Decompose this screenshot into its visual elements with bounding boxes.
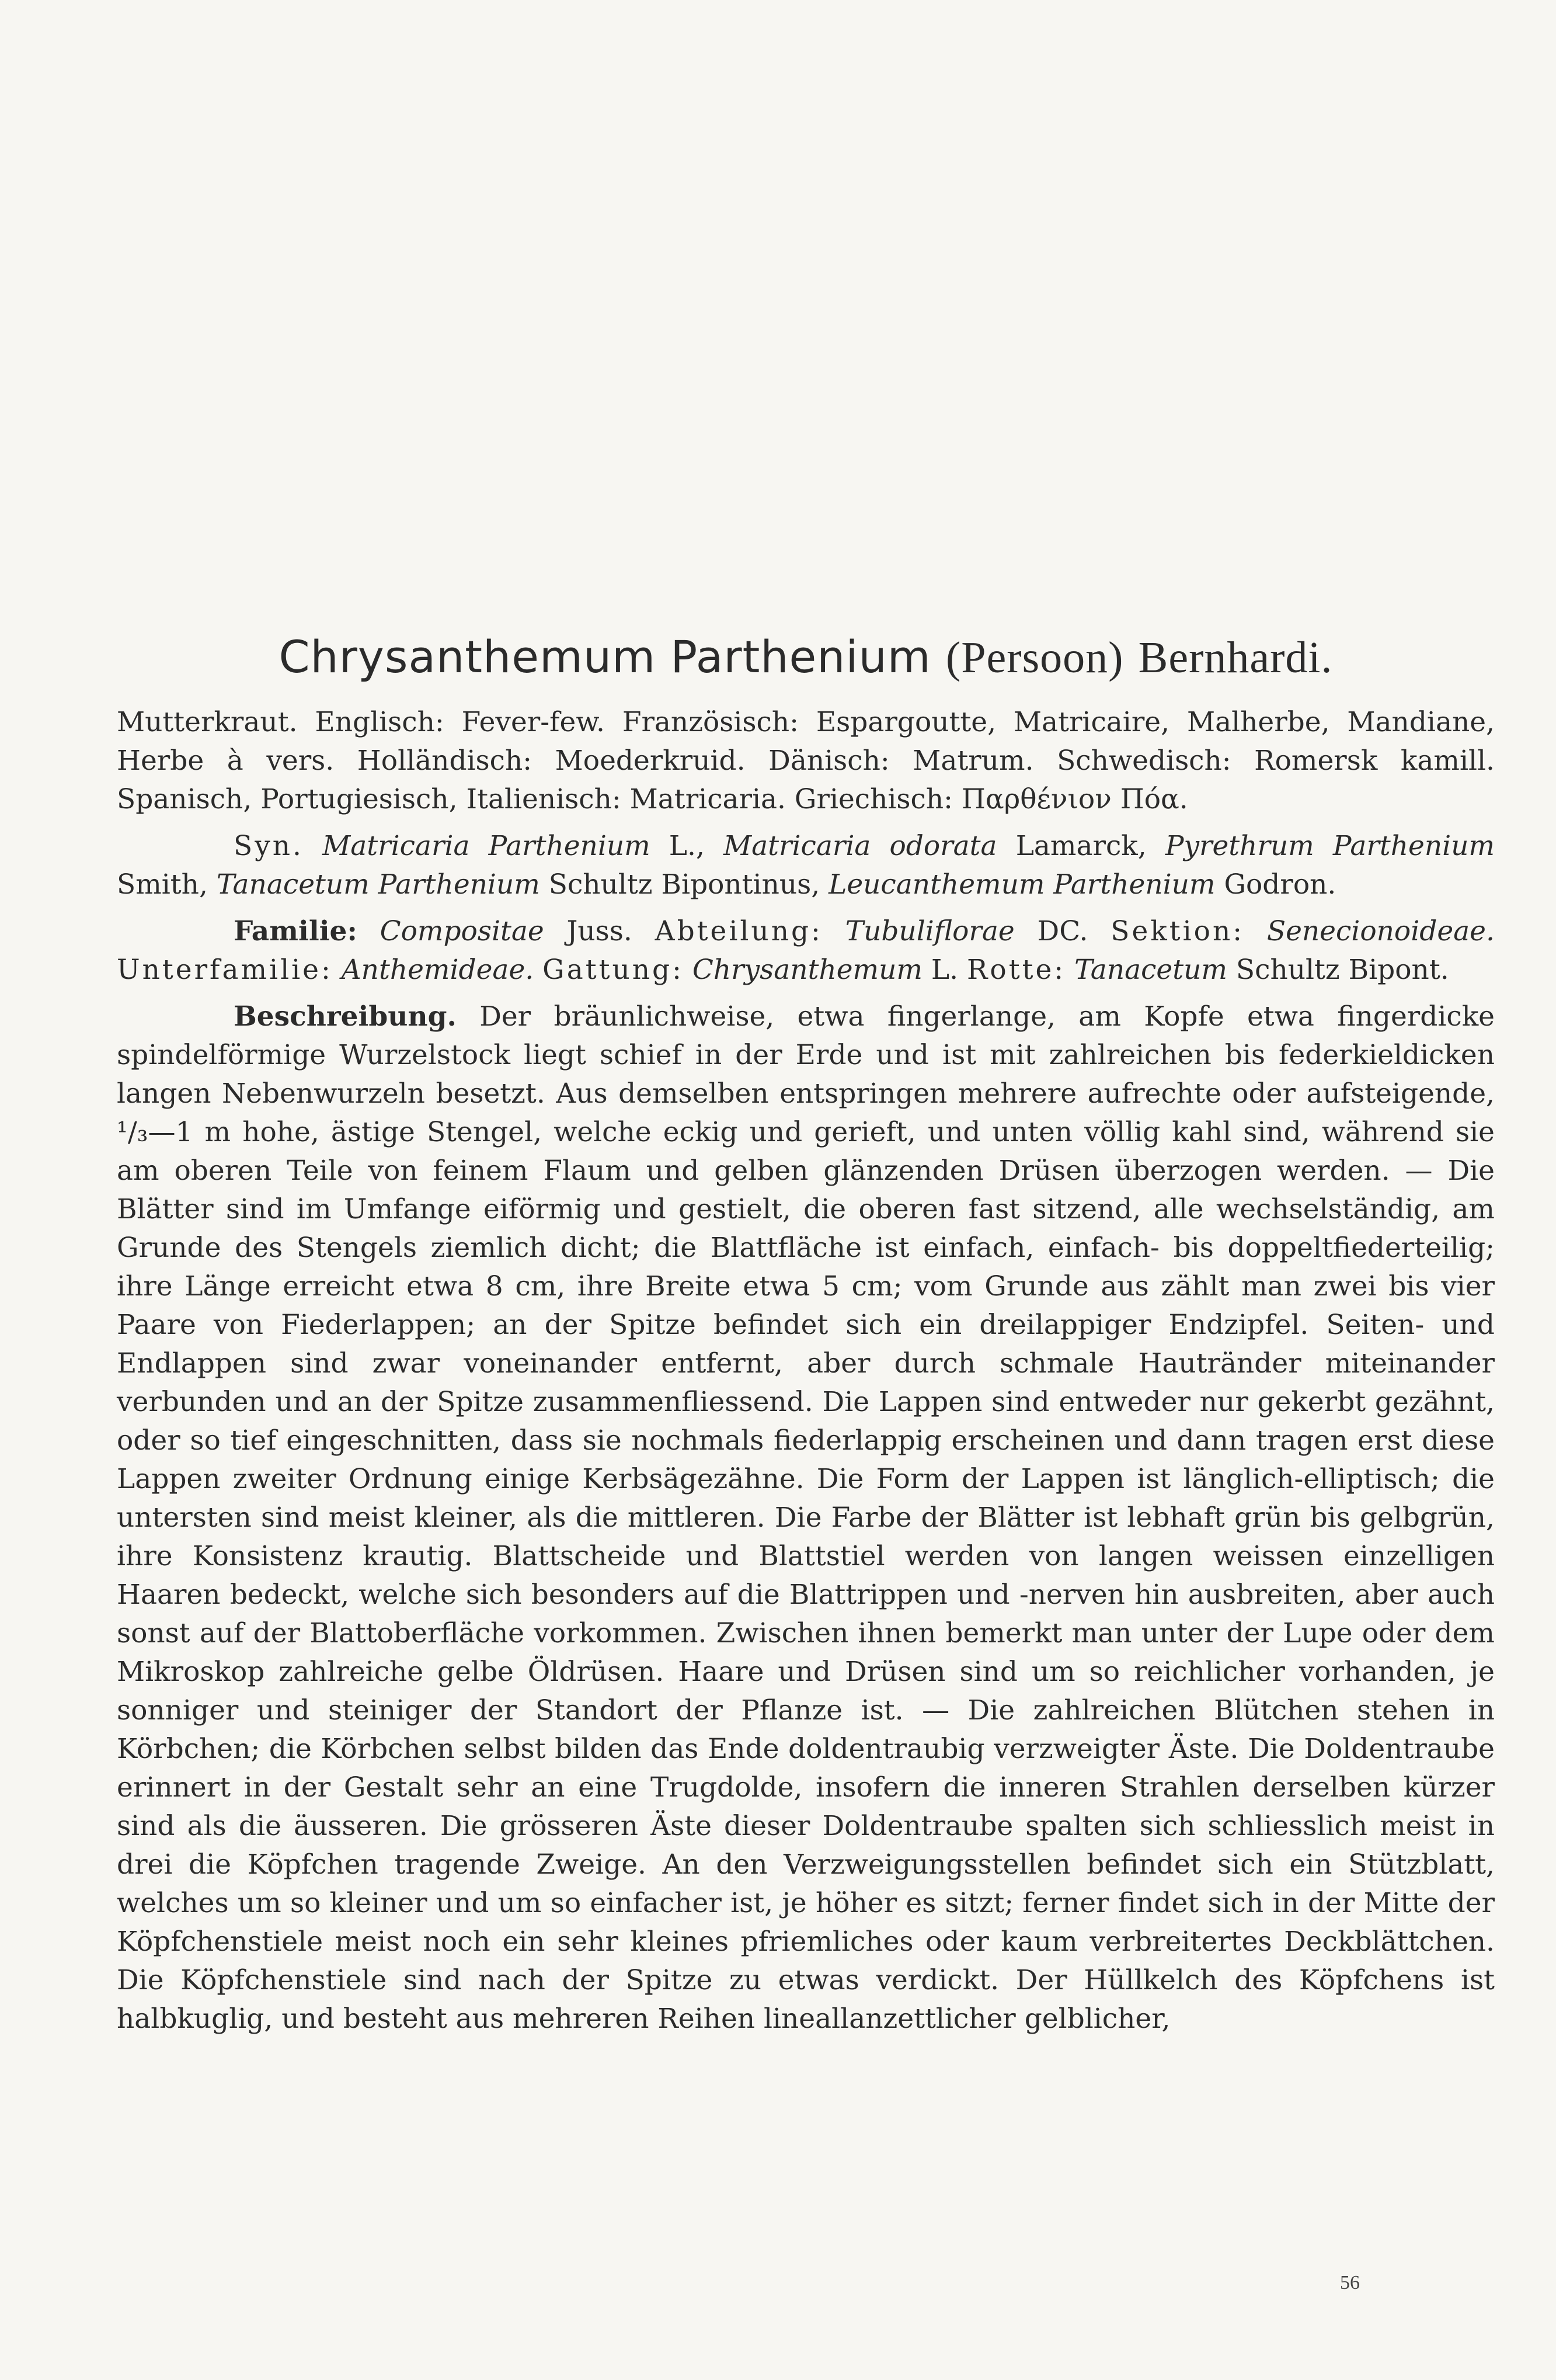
sektion-label: Sektion:: [1111, 915, 1245, 947]
page-number: 56: [1340, 2272, 1360, 2294]
gattung-author: L.: [931, 954, 959, 986]
description-paragraph: [117, 998, 1495, 2038]
rotte-value: Tanacetum: [1074, 954, 1227, 986]
synonym-name: Tanacetum Parthenium: [216, 868, 540, 901]
unterfamilie-label: Unterfamilie:: [117, 954, 333, 986]
sektion-value: Senecionoideae.: [1266, 915, 1495, 947]
synonym-name: Leucanthemum Parthenium: [829, 868, 1216, 901]
synonym-author: Lamarck,: [1015, 830, 1147, 862]
rotte-author: Schultz Bipont.: [1235, 954, 1449, 986]
page-body: [117, 631, 1495, 2047]
synonym-name: Matricaria Parthenium: [322, 830, 650, 862]
synonym-author: Godron.: [1224, 868, 1336, 901]
title-eponym: Bernhardi.: [1138, 633, 1333, 682]
description-label: Beschreibung.: [234, 1000, 457, 1033]
synonym-name: Pyrethrum Parthenium: [1165, 830, 1495, 862]
gattung-value: Chrysanthemum: [692, 954, 923, 986]
classification-paragraph: [117, 912, 1495, 989]
synonym-author: L.,: [669, 830, 705, 862]
synonyms-paragraph: [117, 827, 1495, 904]
synonym-author: Schultz Bipontinus,: [548, 868, 820, 901]
abteilung-author: DC.: [1037, 915, 1088, 947]
vernacular-names-paragraph: Mutterkraut. Englisch: Fever-few. Französisch: Espargoutte, Matricaire, Malherbe, Mandiane, Herbe à vers. Holländisch: Moederkruid. Dänisch: Matrum. Schwedisch: Romersk kamill. Spanisch, Portugiesisch, Italienisch: Matricaria. Griechisch: Παρθένιον Πόα.: [117, 706, 1495, 815]
synonym-author: Smith,: [117, 868, 208, 901]
abteilung-label: Abteilung:: [655, 915, 823, 947]
familie-value: Compositae: [380, 915, 544, 947]
title-plant-name: Chrysanthemum Parthenium: [279, 631, 931, 683]
description-text: Der bräunlichweise, etwa fingerlange, am Kopfe etwa fingerdicke spindelförmige Wurzelstock liegt schief in der Erde und ist mit zahlreichen bis federkieldicken langen Nebenwurzeln besetzt. Aus demselben entspringen mehrere aufrechte oder aufsteigende, ¹/₃—1 m hohe, ästige Stengel, welche eckig und gerieft, und unten völlig kahl sind, während sie am oberen Teile von feinem Flaum und gelben glänzenden Drüsen überzogen werden. — Die Blätter sind im Umfange eiförmig und gestielt, die oberen fast sitzend, alle wechselständig, am Grunde des Stengels ziemlich dicht; die Blattfläche ist einfach, einfach- bis doppeltfiederteilig; ihre Länge erreicht etwa 8 cm, ihre Breite etwa 5 cm; vom Grunde aus zählt man zwei bis vier Paare von Fiederlappen; an der Spitze befindet sich ein dreilappiger Endzipfel. Seiten- und Endlappen sind zwar voneinander entfernt, aber durch schmale Hautränder miteinander verbunden und an der Spitze zusammenfliessend. Die Lappen sind entweder nur gekerbt gezähnt, oder so tief eingeschnitten, dass sie nochmals fiederlappig erscheinen und dann tragen erst diese Lappen zweiter Ordnung einige Kerbsägezähne. Die Form der Lappen ist länglich-elliptisch; die untersten sind meist kleiner, als die mittleren. Die Farbe der Blätter ist lebhaft grün bis gelbgrün, ihre Konsistenz krautig. Blattscheide und Blattstiel werden von langen weissen einzelligen Haaren bedeckt, welche sich besonders auf die Blattrippen und -nerven hin ausbreiten, aber auch sonst auf der Blattoberfläche vorkommen. Zwischen ihnen bemerkt man unter der Lupe oder dem Mikroskop zahlreiche gelbe Öldrüsen. Haare und Drüsen sind um so reichlicher vorhanden, je sonniger und steiniger der Standort der Pflanze ist. — Die zahlreichen Blütchen stehen in Körbchen; die Körbchen selbst bilden das Ende doldentraubig verzweigter Äste. Die Doldentraube erinnert in der Gestalt sehr an eine Trugdolde, insofern die inneren Strahlen derselben kürzer sind als die äusseren. Die grösseren Äste dieser Doldentraube spalten sich schliesslich meist in drei die Köpfchen tragende Zweige. An den Verzweigungsstellen befindet sich ein Stützblatt, welches um so kleiner und um so einfacher ist, je höher es sitzt; ferner findet sich in der Mitte der Köpfchenstiele meist noch ein sehr kleines pfriemliches oder kaum verbreitertes Deckblättchen. Die Köpfchenstiele sind nach der Spitze zu etwas verdickt. Der Hüllkelch des Köpfchens ist halbkuglig, und besteht aus mehreren Reihen lineallanzettlicher gelblicher,: [117, 1000, 1495, 2035]
synonyms-lead: Syn.: [234, 830, 304, 862]
synonym-name: Matricaria odorata: [723, 830, 997, 862]
familie-label: Familie:: [234, 915, 357, 947]
page-title: [117, 631, 1495, 683]
rotte-label: Rotte:: [967, 954, 1066, 986]
gattung-label: Gattung:: [542, 954, 684, 986]
unterfamilie-value: Anthemideae.: [341, 954, 534, 986]
familie-author: Juss.: [566, 915, 632, 947]
title-author: (Persoon): [945, 633, 1124, 682]
abteilung-value: Tubuliflorae: [845, 915, 1015, 947]
